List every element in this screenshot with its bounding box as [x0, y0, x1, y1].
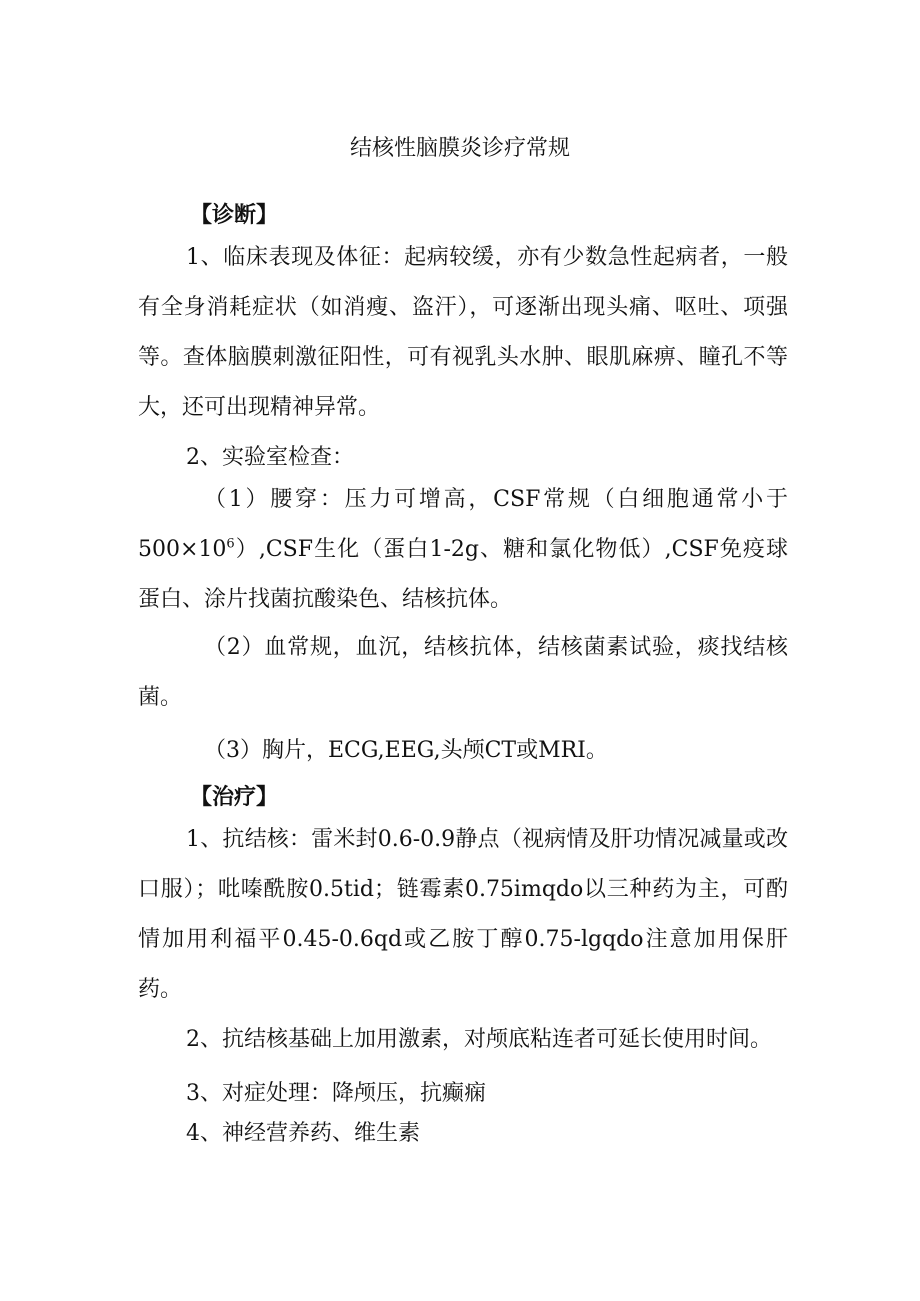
treatment-item-4: 4、神经营养药、维生素	[186, 1121, 420, 1146]
section-heading-treatment: 【治疗】	[190, 785, 279, 810]
treatment-item-1: 1、抗结核：雷米封0.6-0.9静点（视病情及肝功情况减量或改口服）；吡嗪酰胺0.5tid；链霉素0.75imqdo以三种药为主，可酌情加用利福平0.45-0.6qd或乙胺丁醇0.75-lgqdo注意加用保肝药。	[138, 827, 788, 1002]
diagnosis-item-2: 2、实验室检查：	[186, 445, 354, 470]
treatment-item-2: 2、抗结核基础上加用激素，对颅底粘连者可延长使用时间。	[186, 1027, 772, 1052]
section-heading-diagnosis: 【诊断】	[190, 203, 279, 228]
diagnosis-item-2-1-text-b: ）,CSF生化（蛋白1-2g、糖和氯化物低）,CSF免疫球蛋白、涂片找菌抗酸染色、结核抗体。	[138, 537, 788, 612]
diagnosis-item-2-2: （2）血常规，血沉，结核抗体，结核菌素试验，痰找结核菌。	[138, 635, 788, 710]
diagnosis-item-2-3: （3）胸片，ECG,EEG,头颅CT或MRI。	[204, 738, 608, 763]
exponent: 6	[226, 536, 235, 552]
document-title: 结核性脑膜炎诊疗常规	[349, 136, 570, 161]
treatment-item-3: 3、对症处理：降颅压，抗癫痫	[186, 1081, 486, 1106]
diagnosis-item-2-1	[138, 475, 788, 625]
diagnosis-item-2-1-text-a: （1）腰穿：压力可增高，CSF常规（白细胞通常小于500×10	[138, 487, 788, 562]
diagnosis-item-1: 1、临床表现及体征：起病较缓，亦有少数急性起病者，一般有全身消耗症状（如消瘦、盗汗），可逐渐出现头痛、呕吐、项强等。查体脑膜刺激征阳性，可有视乳头水肿、眼肌麻痹、瞳孔不等大，还可出现精神异常。	[138, 245, 788, 420]
